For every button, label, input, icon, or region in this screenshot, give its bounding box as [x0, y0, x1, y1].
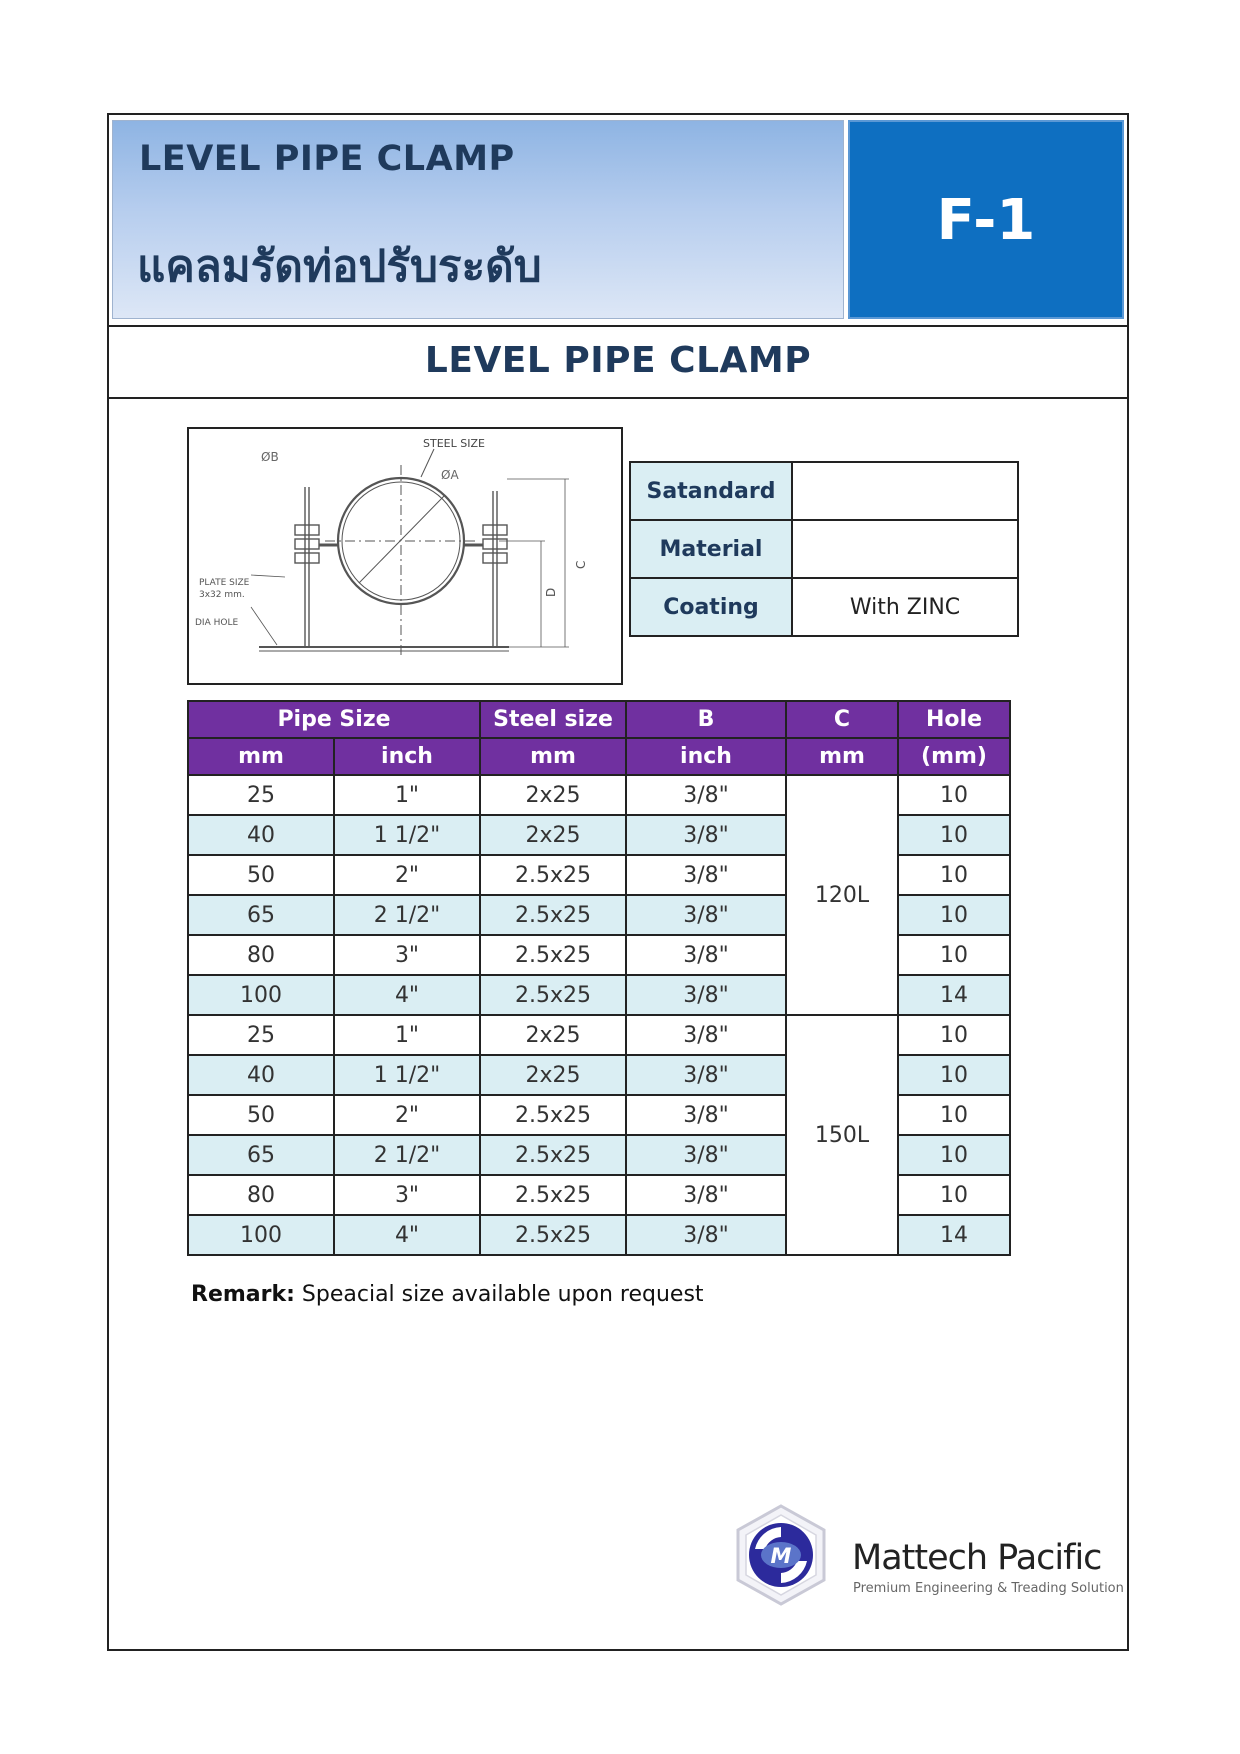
label-plate-size: PLATE SIZE [199, 578, 250, 588]
cell-b: 3/8" [626, 935, 786, 975]
cell-steel-size: 2x25 [480, 1015, 626, 1055]
cell-b: 3/8" [626, 1135, 786, 1175]
cell-pipe-mm: 25 [188, 775, 334, 815]
cell-b: 3/8" [626, 1015, 786, 1055]
cell-steel-size: 2x25 [480, 1055, 626, 1095]
label-dia-hole: DIA HOLE [195, 618, 239, 628]
label-dim-c: C [574, 560, 588, 569]
cell-hole: 14 [898, 975, 1010, 1015]
cell-steel-size: 2.5x25 [480, 935, 626, 975]
cell-b: 3/8" [626, 975, 786, 1015]
cell-steel-size: 2.5x25 [480, 1095, 626, 1135]
unit-mm-hole: (mm) [898, 738, 1010, 775]
table-row [188, 1015, 1010, 1055]
product-code-box [848, 120, 1124, 319]
cell-pipe-inch: 2 1/2" [334, 1135, 480, 1175]
spec-row-material [630, 520, 1018, 578]
specs-table [629, 461, 1019, 637]
cell-hole: 10 [898, 855, 1010, 895]
label-dia-a: ØA [441, 468, 459, 482]
page-frame [107, 113, 1129, 1651]
cell-hole: 10 [898, 895, 1010, 935]
cell-hole: 10 [898, 1175, 1010, 1215]
unit-mm: mm [786, 738, 898, 775]
cell-b: 3/8" [626, 895, 786, 935]
title-english: LEVEL PIPE CLAMP [139, 139, 515, 179]
technical-drawing [187, 427, 623, 685]
cell-pipe-mm: 80 [188, 935, 334, 975]
company-logo-icon [731, 1503, 831, 1607]
unit-mm: mm [480, 738, 626, 775]
spec-label: Satandard [630, 462, 792, 520]
cell-pipe-inch: 4" [334, 975, 480, 1015]
table-header-row [188, 701, 1010, 738]
cell-steel-size: 2.5x25 [480, 975, 626, 1015]
cell-b: 3/8" [626, 1095, 786, 1135]
table-unit-row [188, 738, 1010, 775]
label-steel-size: STEEL SIZE [423, 437, 485, 450]
unit-mm: mm [188, 738, 334, 775]
cell-pipe-inch: 1 1/2" [334, 815, 480, 855]
section-title: LEVEL PIPE CLAMP [109, 325, 1127, 399]
header-hole: Hole [898, 701, 1010, 738]
cell-b: 3/8" [626, 775, 786, 815]
cell-pipe-inch: 2" [334, 855, 480, 895]
cell-pipe-mm: 100 [188, 1215, 334, 1255]
spec-value [792, 520, 1018, 578]
spec-label: Material [630, 520, 792, 578]
title-box [112, 120, 844, 319]
cell-pipe-mm: 40 [188, 1055, 334, 1095]
title-thai: แคลมรัดท่อปรับระดับ [137, 241, 542, 292]
cell-pipe-mm: 80 [188, 1175, 334, 1215]
cell-hole: 14 [898, 1215, 1010, 1255]
cell-steel-size: 2x25 [480, 775, 626, 815]
logo-letter: M [770, 1544, 792, 1568]
cell-pipe-inch: 1" [334, 1015, 480, 1055]
cell-c-group: 120L [786, 775, 898, 1015]
spec-value: With ZINC [792, 578, 1018, 636]
cell-steel-size: 2.5x25 [480, 1175, 626, 1215]
cell-hole: 10 [898, 1015, 1010, 1055]
cell-b: 3/8" [626, 1055, 786, 1095]
cell-hole: 10 [898, 1095, 1010, 1135]
remark-text: Speacial size available upon request [301, 1282, 704, 1307]
header-b: B [626, 701, 786, 738]
cell-steel-size: 2.5x25 [480, 855, 626, 895]
cell-pipe-mm: 100 [188, 975, 334, 1015]
cell-hole: 10 [898, 1135, 1010, 1175]
cell-b: 3/8" [626, 1215, 786, 1255]
table-row [188, 775, 1010, 815]
unit-inch: inch [334, 738, 480, 775]
cell-pipe-mm: 65 [188, 1135, 334, 1175]
remark [191, 1282, 704, 1307]
spec-value [792, 462, 1018, 520]
spec-label: Coating [630, 578, 792, 636]
cell-pipe-inch: 3" [334, 1175, 480, 1215]
header-pipe-size: Pipe Size [188, 701, 480, 738]
cell-b: 3/8" [626, 1175, 786, 1215]
brand-tagline: Premium Engineering & Treading Solution [853, 1581, 1124, 1596]
unit-inch: inch [626, 738, 786, 775]
cell-pipe-inch: 2" [334, 1095, 480, 1135]
cell-pipe-mm: 25 [188, 1015, 334, 1055]
cell-pipe-inch: 1 1/2" [334, 1055, 480, 1095]
cell-pipe-mm: 65 [188, 895, 334, 935]
cell-pipe-inch: 2 1/2" [334, 895, 480, 935]
dimension-table [187, 700, 1011, 1256]
spec-row-standard [630, 462, 1018, 520]
cell-hole: 10 [898, 815, 1010, 855]
header-c: C [786, 701, 898, 738]
cell-pipe-mm: 40 [188, 815, 334, 855]
cell-steel-size: 2x25 [480, 815, 626, 855]
spec-row-coating [630, 578, 1018, 636]
brand-name: Mattech Pacific [852, 1538, 1102, 1578]
cell-c-group: 150L [786, 1015, 898, 1255]
cell-pipe-inch: 3" [334, 935, 480, 975]
label-dim-d: D [544, 587, 558, 597]
remark-label: Remark: [191, 1282, 295, 1307]
header [109, 115, 1127, 327]
cell-hole: 10 [898, 935, 1010, 975]
header-steel-size: Steel size [480, 701, 626, 738]
cell-hole: 10 [898, 775, 1010, 815]
cell-pipe-inch: 4" [334, 1215, 480, 1255]
cell-pipe-mm: 50 [188, 855, 334, 895]
cell-steel-size: 2.5x25 [480, 1135, 626, 1175]
cell-b: 3/8" [626, 815, 786, 855]
product-code: F-1 [936, 188, 1036, 253]
cell-steel-size: 2.5x25 [480, 1215, 626, 1255]
cell-pipe-inch: 1" [334, 775, 480, 815]
cell-steel-size: 2.5x25 [480, 895, 626, 935]
cell-hole: 10 [898, 1055, 1010, 1095]
clamp-diagram [189, 429, 621, 683]
cell-b: 3/8" [626, 855, 786, 895]
label-plate-dim: 3x32 mm. [199, 590, 245, 600]
label-dia-b: ØB [261, 450, 279, 464]
cell-pipe-mm: 50 [188, 1095, 334, 1135]
